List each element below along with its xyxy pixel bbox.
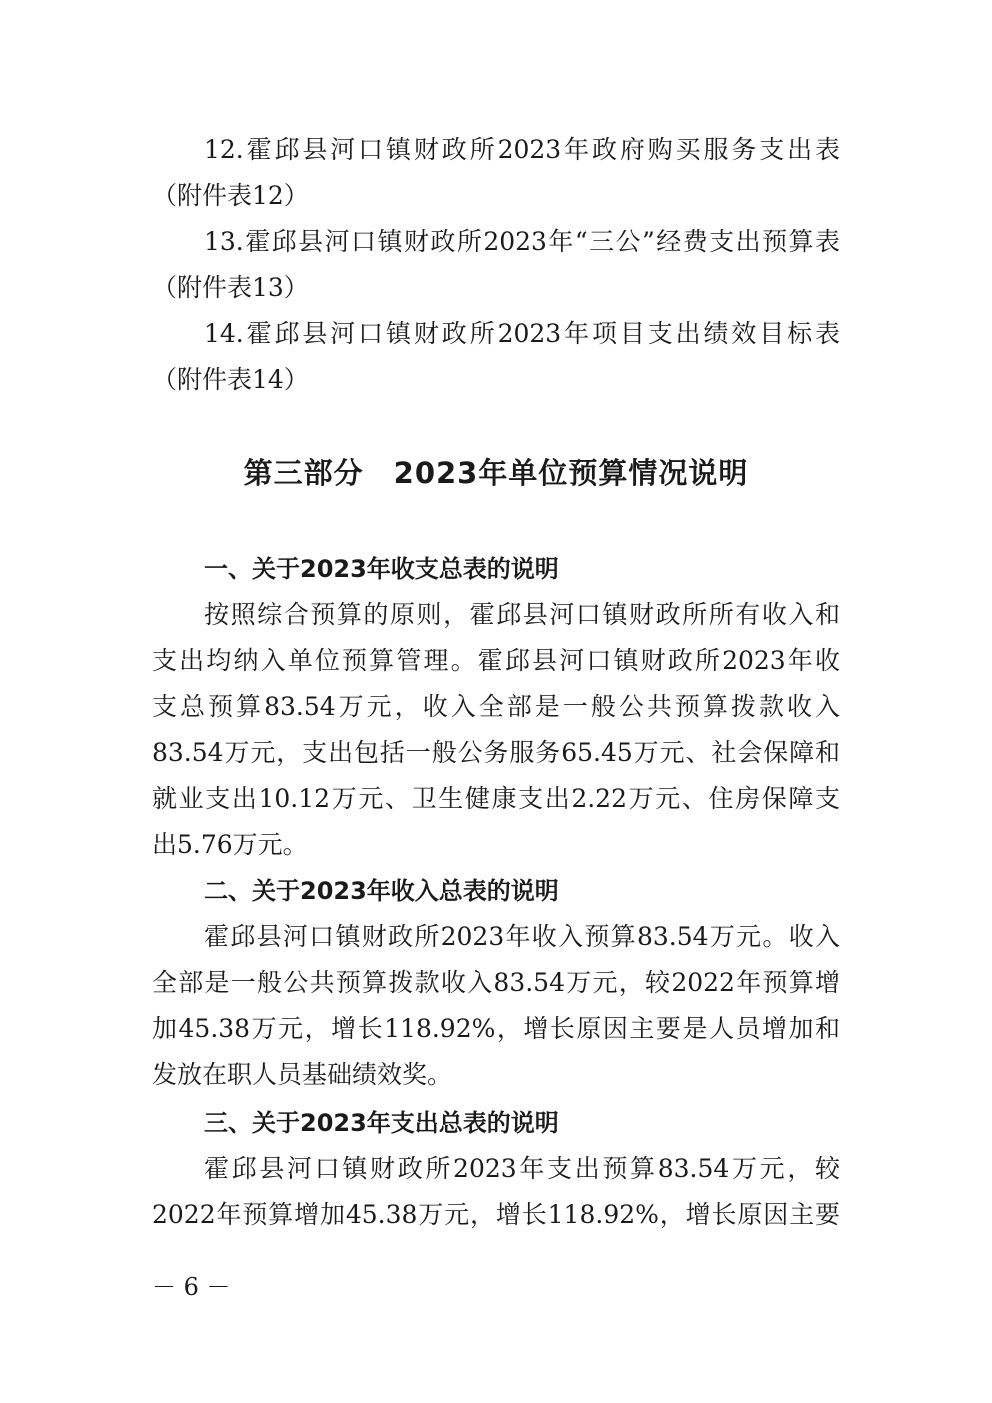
section-2-line: 发放在职人员基础绩效奖。 <box>152 1060 453 1089</box>
section-1-line: 就业支出10.12万元、卫生健康支出2.22万元、住房保障支 <box>152 784 840 813</box>
section-3-title: 三、关于2023年支出总表的说明 <box>204 1109 559 1137</box>
section-2-line: 加45.38万元，增长118.92%，增长原因主要是人员增加和 <box>152 1014 840 1043</box>
section-2-line: 全部是一般公共预算拨款收入83.54万元，较2022年预算增 <box>152 968 840 997</box>
attachment-13-line1: 13.霍邱县河口镇财政所2023年“三公”经费支出预算表 <box>204 227 840 256</box>
page-number: － 6 － <box>152 1273 231 1301</box>
section-1-line: 按照综合预算的原则，霍邱县河口镇财政所所有收入和 <box>204 600 840 629</box>
attachment-12-line2: （附件表12） <box>152 181 309 210</box>
attachment-13-line2: （附件表13） <box>152 273 309 302</box>
part-heading: 第三部分 2023年单位预算情况说明 <box>243 456 749 490</box>
attachment-14-line1: 14.霍邱县河口镇财政所2023年项目支出绩效目标表 <box>204 319 840 348</box>
section-3-line: 2022年预算增加45.38万元，增长118.92%，增长原因主要 <box>152 1200 840 1229</box>
section-2-line: 霍邱县河口镇财政所2023年收入预算83.54万元。收入 <box>204 922 840 951</box>
section-1-line: 83.54万元，支出包括一般公务服务65.45万元、社会保障和 <box>152 738 840 767</box>
section-1-line: 出5.76万元。 <box>152 830 308 859</box>
section-1-line: 支出均纳入单位预算管理。霍邱县河口镇财政所2023年收 <box>152 646 840 675</box>
attachment-12-line1: 12.霍邱县河口镇财政所2023年政府购买服务支出表 <box>204 135 840 164</box>
section-1-line: 支总预算83.54万元，收入全部是一般公共预算拨款收入 <box>152 692 840 721</box>
section-1-title: 一、关于2023年收支总表的说明 <box>204 555 559 583</box>
section-3-line: 霍邱县河口镇财政所2023年支出预算83.54万元，较 <box>204 1154 840 1183</box>
attachment-14-line2: （附件表14） <box>152 365 309 394</box>
section-2-title: 二、关于2023年收入总表的说明 <box>204 877 559 905</box>
